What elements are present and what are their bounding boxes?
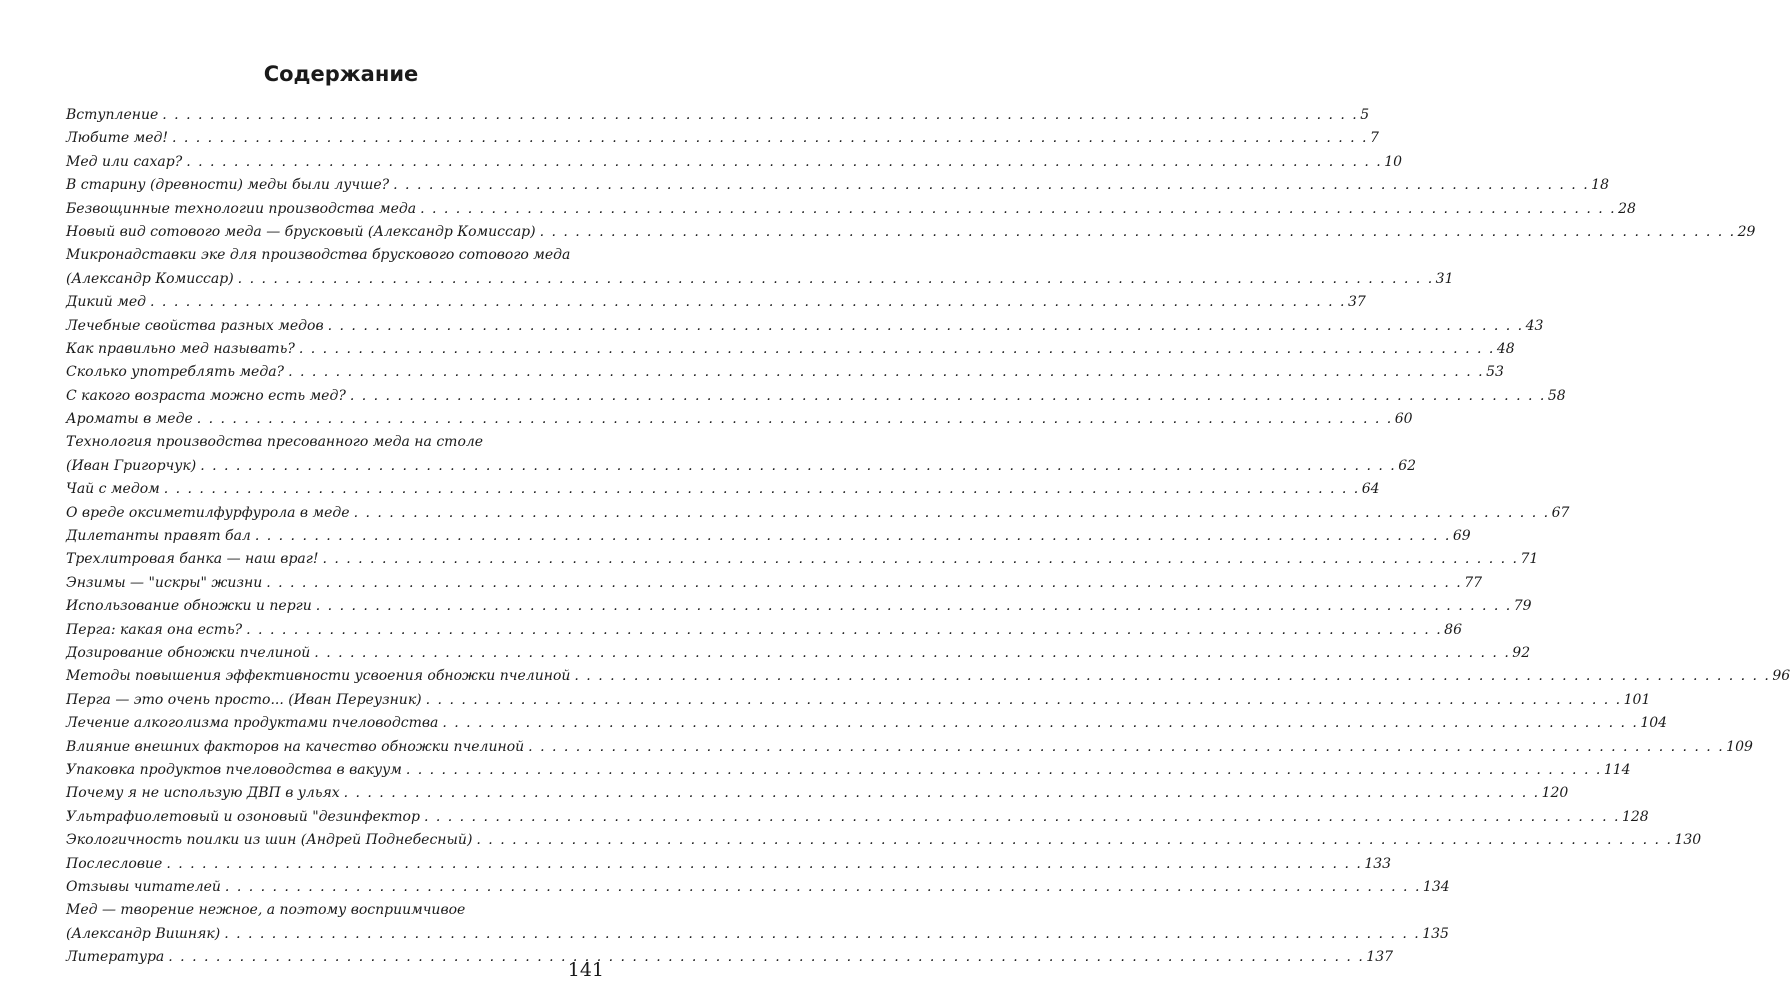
toc-entry-title: Дилетанты правят бал [66, 528, 251, 545]
toc-entry-page: 5 [1360, 107, 1370, 123]
page-number: 141 [567, 959, 604, 981]
toc-entry-page: 109 [1726, 738, 1753, 755]
toc-entry-page: 7 [1369, 130, 1379, 147]
toc-entry-page: 58 [1547, 387, 1566, 404]
toc-entry-title: Дикий мед [66, 294, 147, 311]
dot-leader [314, 642, 1510, 665]
toc-entry-title: В старину (древности) меды были лучше? [66, 177, 390, 194]
toc-entry-page: 10 [1384, 153, 1403, 170]
toc-entry-page: 79 [1513, 598, 1532, 615]
toc-entry-page: 71 [1520, 551, 1539, 568]
toc-entry [66, 151, 1403, 174]
toc-entry [66, 502, 1570, 525]
toc-entry-page: 114 [1603, 761, 1631, 778]
dot-leader [238, 268, 1434, 291]
toc-entry [66, 408, 1413, 431]
toc-entry-page: 137 [1366, 949, 1394, 966]
toc-entry-page: 135 [1422, 925, 1449, 942]
toc-entry-title: Почему я не использую ДВП в ульях [66, 785, 340, 802]
toc-entry [66, 759, 1631, 782]
toc-entry-title: Трехлитровая банка — наш враг! [66, 551, 319, 568]
toc-entry [66, 431, 602, 454]
page-title: Содержание [263, 62, 419, 86]
dot-leader [150, 291, 1346, 314]
toc-entry-page: 53 [1486, 364, 1504, 381]
toc-entry [66, 689, 1651, 712]
toc-entry-title: Технология производства пресованного меда на столе [66, 434, 484, 451]
toc-entry-title: Вступление [66, 107, 159, 123]
dot-leader [406, 759, 1602, 782]
toc-entry [66, 829, 1702, 852]
toc-entry [66, 315, 1544, 338]
dot-leader [224, 923, 1420, 946]
toc-entry-page: 128 [1621, 808, 1649, 825]
toc-entry-title: Послесловие [66, 855, 163, 872]
dot-leader [528, 736, 1724, 759]
toc-entry-page: 37 [1348, 294, 1366, 311]
toc-entry [66, 338, 1515, 361]
dot-leader [354, 502, 1550, 525]
dot-leader [225, 876, 1421, 899]
dot-leader [299, 338, 1495, 361]
toc-entry-title: (Иван Григорчук) [66, 457, 197, 474]
toc-entry [66, 782, 1569, 805]
toc-entry-page: 134 [1422, 878, 1450, 895]
dot-leader [420, 198, 1616, 221]
toc-entry [66, 174, 1609, 197]
toc-entry [66, 899, 602, 922]
toc-entry-title: Перга: какая она есть? [66, 621, 243, 638]
dot-leader [350, 385, 1546, 408]
toc-entry-title: Использование обножки и перги [66, 598, 312, 615]
toc-entry [66, 221, 1756, 244]
dot-leader [574, 665, 1770, 688]
toc-entry [66, 455, 1417, 478]
toc-entry-title: Ультрафиолетовый и озоновый "дезинфектор [66, 808, 420, 825]
dot-leader [442, 712, 1638, 735]
toc-entry-page: 96 [1772, 668, 1790, 685]
toc-entry-title: Любите мед! [66, 130, 168, 147]
toc-entry [66, 104, 1370, 127]
toc-entry [66, 923, 1449, 946]
toc-entry [66, 946, 1394, 969]
toc-entry [66, 198, 1636, 221]
toc-entry-title: (Александр Комиссар) [66, 270, 234, 287]
dot-leader [540, 221, 1736, 244]
toc-entry [66, 525, 1471, 548]
toc-entry-page: 77 [1464, 574, 1483, 591]
dot-leader [164, 478, 1360, 501]
toc-entry-title: Упаковка продуктов пчеловодства в вакуум [66, 761, 402, 778]
toc-entry-title: Перга — это очень просто... (Иван Переузник) [66, 691, 422, 708]
dot-leader [344, 782, 1540, 805]
toc-entry [66, 548, 1539, 571]
dot-leader [197, 408, 1393, 431]
toc-entry-page: 29 [1737, 223, 1756, 240]
dot-leader [172, 127, 1368, 150]
toc-entry [66, 876, 1450, 899]
toc-entry-page: 67 [1551, 504, 1570, 521]
toc-entry-page: 92 [1512, 644, 1531, 661]
dot-leader [200, 455, 1396, 478]
toc-entry-title: О вреде оксиметилфурфурола в меде [66, 504, 350, 521]
dot-leader [426, 689, 1622, 712]
toc-entry-page: 64 [1361, 481, 1380, 498]
toc-entry [66, 736, 1753, 759]
dot-leader [168, 946, 1364, 969]
toc-entry [66, 595, 1532, 618]
toc-entry-page: 86 [1444, 621, 1462, 638]
dot-leader [328, 315, 1524, 338]
toc-entry-page: 31 [1435, 270, 1454, 287]
toc-entry-title: Чай с медом [66, 481, 160, 498]
toc-entry-title: Ароматы в меде [66, 411, 193, 428]
dot-leader [316, 595, 1512, 618]
toc-entry [66, 127, 1379, 150]
toc-entry [66, 712, 1668, 735]
dot-leader [255, 525, 1451, 548]
toc-entry-title: Безвощинные технологии производства меда [66, 200, 417, 217]
toc-entry-page: 104 [1640, 715, 1668, 732]
toc-entry-page: 28 [1618, 200, 1636, 217]
toc-entry-page: 133 [1364, 855, 1392, 872]
toc-entry [66, 642, 1531, 665]
toc-entry-title: Сколько употреблять меда? [66, 364, 285, 381]
toc-entry-title: (Александр Вишняк) [66, 925, 221, 942]
toc-entry-title: Энзимы — "искры" жизни [66, 574, 263, 591]
toc-entry-title: Экологичность поилки из шин (Андрей Поднебесный) [66, 832, 473, 849]
toc-entry-page: 69 [1452, 528, 1471, 545]
toc-entry-title: Мед или сахар? [66, 153, 183, 170]
toc-entry [66, 478, 1380, 501]
toc-entry-title: Лечение алкоголизма продуктами пчеловодства [66, 715, 439, 732]
toc-entry [66, 665, 1790, 688]
toc-entry-title: Литература [66, 949, 165, 966]
toc-entry-title: Влияние внешних факторов на качество обножки пчелиной [66, 738, 525, 755]
toc-entry [66, 853, 1392, 876]
toc-entry-title: Методы повышения эффективности усвоения обножки пчелиной [66, 668, 571, 685]
table-of-contents [66, 104, 1790, 969]
dot-leader [322, 548, 1518, 571]
toc-entry [66, 385, 1566, 408]
toc-entry-title: С какого возраста можно есть мед? [66, 387, 346, 404]
toc-entry-title: Как правильно мед называть? [66, 340, 295, 357]
toc-entry [66, 268, 1454, 291]
toc-entry-title: Микронадставки эке для производства брускового сотового меда [66, 247, 571, 264]
toc-entry [66, 806, 1649, 829]
toc-entry-page: 62 [1398, 457, 1417, 474]
toc-entry-title: Лечебные свойства разных медов [66, 317, 324, 334]
toc-entry-title: Новый вид сотового меда — брусковый (Александр Комиссар) [66, 223, 536, 240]
toc-entry-title: Дозирование обножки пчелиной [66, 644, 311, 661]
toc-entry [66, 361, 1504, 384]
toc-entry [66, 619, 1462, 642]
toc-entry [66, 572, 1483, 595]
toc-entry-page: 48 [1496, 340, 1515, 357]
toc-entry-title: Отзывы читателей [66, 878, 221, 895]
toc-entry-page: 18 [1591, 177, 1609, 194]
toc-entry [66, 244, 602, 267]
dot-leader [266, 572, 1462, 595]
dot-leader [393, 174, 1589, 197]
toc-entry-title: Мед — творение нежное, а поэтому восприимчивое [66, 902, 466, 919]
toc-entry [66, 291, 1366, 314]
toc-entry-page: 130 [1674, 832, 1702, 849]
dot-leader [288, 361, 1484, 384]
toc-entry-page: 120 [1541, 785, 1569, 802]
toc-entry-page: 101 [1623, 691, 1651, 708]
dot-leader [476, 829, 1672, 852]
toc-entry-page: 43 [1525, 317, 1544, 334]
dot-leader [186, 151, 1382, 174]
dot-leader [246, 619, 1442, 642]
dot-leader [162, 104, 1358, 127]
dot-leader [424, 806, 1620, 829]
toc-entry-page: 60 [1394, 411, 1413, 428]
dot-leader [166, 853, 1362, 876]
